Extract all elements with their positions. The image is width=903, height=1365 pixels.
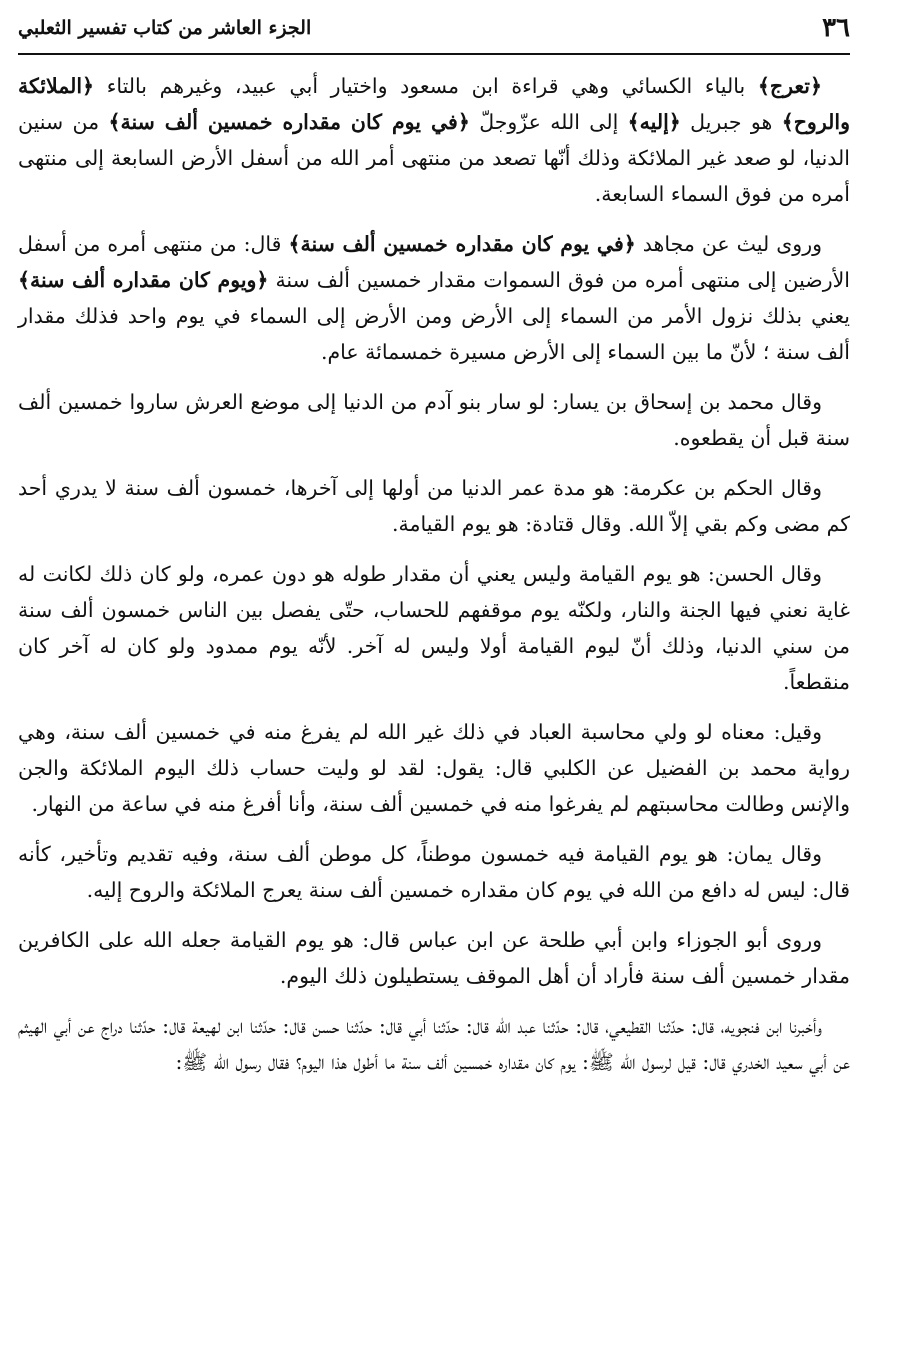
quran-quote: ﴿في يوم كان مقداره خمسين ألف سنة﴾ xyxy=(108,110,470,134)
quran-quote: ﴿ويوم كان مقداره ألف سنة﴾ xyxy=(18,268,269,292)
book-page xyxy=(18,0,850,1365)
text-segment: وقيل: معناه لو ولي محاسبة العباد في ذلك غير الله لم يفرغ منه في خمسين ألف سنة، وهي رواية محمد بن الفضيل عن الكلبي قال: يقول: لقد لو وليت حساب ذلك اليوم الملائكة والجن والإنس وطالت محاسبتهم لم يفرغوا منه في خمسين ألف سنة، وأنا أفرغ منه في ساعة من النهار. xyxy=(18,720,850,816)
text-segment: وقال الحكم بن عكرمة: هو مدة عمر الدنيا من أولها إلى آخرها، خمسون ألف سنة لا يدري أحد كم مضى وكم بقي إلاّ الله. وقال قتادة: هو يوم القيامة. xyxy=(18,476,850,536)
quran-quote: ﴿تعرج﴾ xyxy=(757,74,822,98)
text-segment: وقال محمد بن إسحاق بن يسار: لو سار بنو آدم من الدنيا إلى موضع العرش ساروا خمسين ألف سنة قبل أن يقطعوه. xyxy=(18,390,850,450)
paragraph xyxy=(18,922,850,994)
quran-quote: ﴿إليه﴾ xyxy=(627,110,681,134)
paragraph xyxy=(18,1008,850,1080)
text-segment: وأخبرنا ابن فنجويه، قال: حدّثنا القطيعي، قال: حدّثنا عبد الله قال: حدّثنا أبي قال: حدّثنا حسن قال: حدّثنا ابن لهيعة قال: حدّثنا دراج عن أبي الهيثم عن أبي سعيد الخدري قال: قيل لرسول الله ﷺ: يوم كان مقداره خمسين ألف سنة ما أطول هذا اليوم؟ فقال رسول الله ﷺ: xyxy=(18,1014,850,1074)
paragraph xyxy=(18,470,850,542)
text-segment: وروى ليث عن مجاهد xyxy=(635,232,822,256)
page-header xyxy=(18,10,850,46)
quran-quote: ﴿في يوم كان مقداره خمسين ألف سنة﴾ xyxy=(288,232,636,256)
paragraph xyxy=(18,836,850,908)
paragraph xyxy=(18,556,850,700)
text-segment: من سنين الدنيا، لو صعد غير الملائكة وذلك أنّها تصعد من منتهى أمر الله من أسفل الأرض السابعة إلى منتهى أمره من فوق السماء السابعة. xyxy=(18,110,850,206)
text-segment: يعني بذلك نزول الأمر من السماء إلى الأرض ومن الأرض إلى السماء في يوم واحد فذلك مقدار ألف سنة ؛ لأنّ ما بين السماء إلى الأرض مسيرة خمسمائة عام. xyxy=(18,304,850,364)
quran-quote: ﴿الملائكة والروح﴾ xyxy=(18,74,850,134)
paragraph xyxy=(18,68,850,212)
text-segment: وقال الحسن: هو يوم القيامة وليس يعني أن مقدار طوله هو دون عمره، ولو كان ذلك لكانت له غاية نعني فيها الجنة والنار، ولكنّه يوم موقفهم للحساب، حتّى يفصل بين الناس خمسون ألف سنة من سني الدنيا، وذلك أنّ ليوم القيامة أولا وليس له آخر. لأنّه يوم ممدود ولو كان له آخر كان منقطعاً. xyxy=(18,562,850,694)
page-number: ٣٦ xyxy=(822,13,850,43)
paragraph xyxy=(18,384,850,456)
text-segment: وقال يمان: هو يوم القيامة فيه خمسون موطناً، كل موطن ألف سنة، وفيه تقديم وتأخير، كأنه قال: ليس له دافع من الله في يوم كان مقداره خمسين ألف سنة يعرج الملائكة والروح إليه. xyxy=(18,842,850,902)
paragraph xyxy=(18,714,850,822)
text-segment: بالياء الكسائي وهي قراءة ابن مسعود واختيار أبي عبيد، وغيرهم بالتاء xyxy=(94,74,758,98)
paragraph xyxy=(18,226,850,370)
text-segment: وروى أبو الجوزاء وابن أبي طلحة عن ابن عباس قال: هو يوم القيامة جعله الله على الكافرين مقدار خمسين ألف سنة فأراد أن أهل الموقف يستطيلون ذلك اليوم. xyxy=(18,928,850,988)
text-segment: قال: من منتهى أمره من أسفل الأرضين إلى منتهى أمره من فوق السموات مقدار خمسين ألف سنة xyxy=(18,232,850,292)
text-segment: هو جبريل xyxy=(680,110,782,134)
body-text xyxy=(18,68,850,1094)
text-segment: إلى الله عزّوجلّ xyxy=(469,110,628,134)
running-title: الجزء العاشر من كتاب تفسير الثعلبي xyxy=(18,17,312,39)
header-rule xyxy=(18,53,850,55)
